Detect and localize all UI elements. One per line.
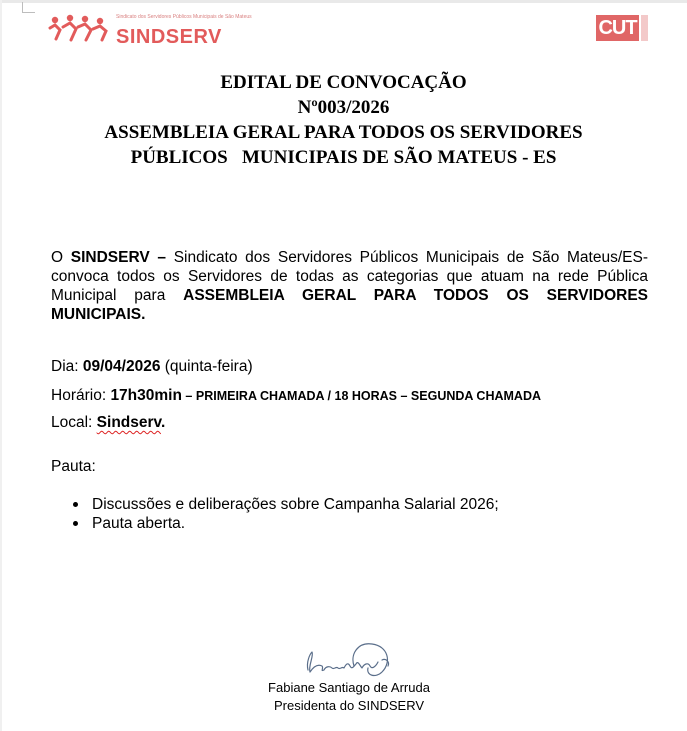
time-value: 17h30min [110,387,182,404]
intro-text: Sindicato dos Servidores Públicos Municipais de São Mateus/ES- convoca todos os Servidores de todas as categorias que atuam na rede Pública Municipal para [51,249,648,304]
title-number: Nº003/2026 [297,97,390,118]
intro-emphasis: ASSEMBLEIA GERAL PARA TODOS OS SERVIDORES MUNICIPAIS. [51,287,649,323]
signer-name: Fabiane Santiago de Arruda [268,680,430,695]
intro-paragraph [51,248,648,324]
bullet-icon [73,521,78,526]
meeting-time [51,386,541,406]
place-end: . [161,414,166,431]
margin-corner-mark [22,2,35,13]
date-value: 09/04/2026 [82,358,161,375]
intro-org: SINDSERV – [70,249,167,266]
cut-logo-wordmark: CUT [596,15,639,41]
page-top-border [0,0,687,3]
time-label: Horário: [51,387,111,404]
handwritten-signature [296,636,406,682]
agenda-item [70,495,499,514]
meeting-date [51,357,253,376]
title-heading: EDITAL DE CONVOCAÇÃO [220,72,467,93]
agenda-list [70,495,499,533]
agenda-item [70,514,499,533]
place-label: Local: [51,414,97,431]
bullet-icon [73,502,78,507]
signer-role: Presidenta do SINDSERV [273,698,425,713]
date-suffix: (quinta-feira) [160,358,253,375]
agenda-item-text: Pauta aberta. [92,515,186,532]
intro-prefix: O [51,249,71,266]
time-suffix: – PRIMEIRA CHAMADA / 18 HORAS – SEGUNDA CHAMADA [181,389,542,403]
date-label: Dia: [51,358,83,375]
cut-logo-side-strip [641,15,648,41]
cut-logo [596,15,648,41]
sindserv-people-icon [48,12,114,46]
title-subject-line-1: ASSEMBLEIA GERAL PARA TODOS OS SERVIDORES [104,122,583,143]
meeting-place [51,413,165,432]
document-title [0,70,687,170]
place-value: Sindserv [96,414,161,431]
sindserv-logo [48,12,252,48]
title-subject-line-2: PÚBLICOS MUNICIPAIS DE SÃO MATEUS - ES [130,147,557,168]
sindserv-logo-wordmark: SINDSERV [116,26,222,48]
agenda-item-text: Discussões e deliberações sobre Campanha Salarial 2026; [92,496,499,513]
sindserv-logo-tagline: Sindicato dos Servidores Públicos Municipais de São Mateus [116,14,252,20]
agenda-heading: Pauta: [51,458,96,475]
